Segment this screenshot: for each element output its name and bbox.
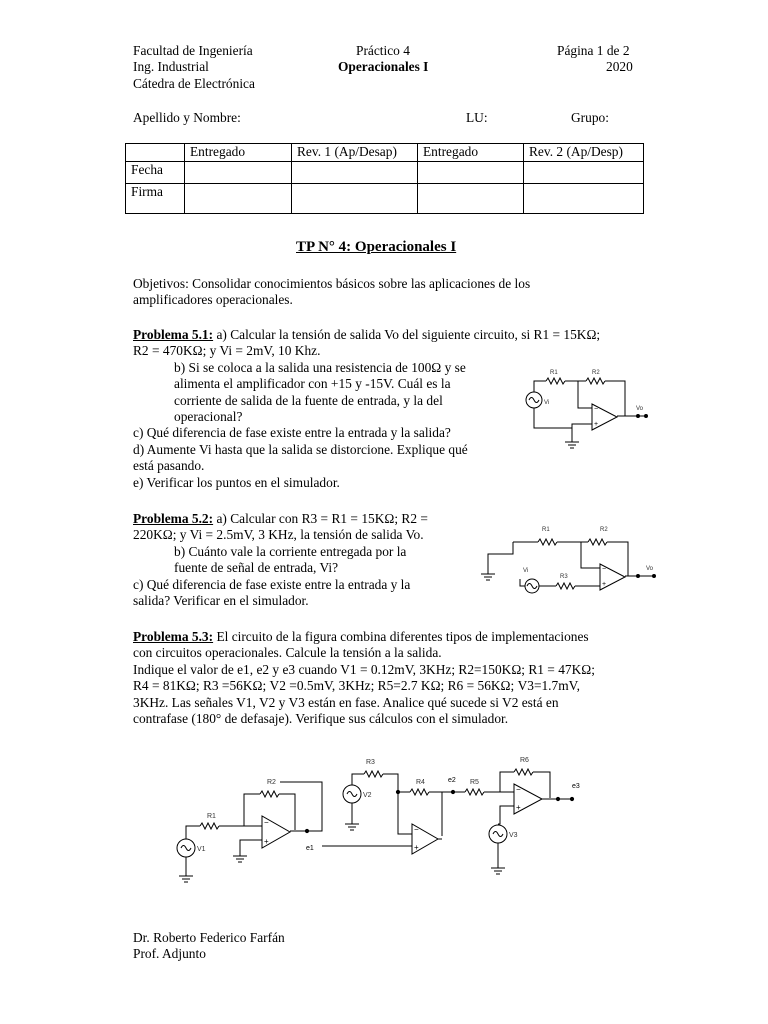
table-header-cell: Entregado (418, 144, 524, 162)
table-cell[interactable] (418, 184, 524, 214)
ground-icon (179, 876, 193, 882)
label-r3: R3 (366, 759, 375, 766)
name-label: Apellido y Nombre: (133, 110, 241, 125)
problem-text: R4 = 81KΩ; R3 =56KΩ; V2 =0.5mV, 3KHz; R5=2.7 KΩ; R6 = 56KΩ; V3=1.7mV, (133, 678, 580, 694)
table-cell[interactable] (185, 162, 292, 184)
group-label: Grupo: (571, 110, 609, 125)
circuit-5-2-diagram (476, 520, 660, 604)
problem-text: 3KHz. Las señales V1, V2 y V3 están en fase. Analice qué sucede si V2 está en (133, 694, 559, 710)
problem-label: Problema 5.2: (133, 511, 214, 526)
problem-text: con circuitos operacionales. Calcule la tensión a la salida. (133, 645, 442, 661)
label-r4: R4 (416, 779, 425, 786)
problem-text: c) Qué diferencia de fase existe entre la entrada y la salida? (133, 425, 451, 441)
resistor-r3 (556, 583, 575, 589)
table-cell[interactable] (524, 162, 644, 184)
revision-table (125, 143, 644, 214)
label-r3: R3 (560, 574, 568, 580)
problem-text: fuente de señal de entrada, Vi? (174, 560, 339, 576)
table-row (126, 184, 644, 214)
label-r6: R6 (520, 757, 529, 764)
label-r2: R2 (600, 527, 608, 533)
problem-text: a) Calcular con R3 = R1 = 15KΩ; R2 = (213, 511, 428, 526)
resistor-r1 (546, 378, 565, 384)
label-v1: V1 (197, 846, 206, 853)
row-label-fecha: Fecha (126, 162, 185, 184)
problem-5-3 (133, 629, 595, 727)
author-name: Dr. Roberto Federico Farfán (133, 930, 285, 945)
ground-icon (491, 868, 505, 874)
problem-text: R2 = 470KΩ; y Vi = 2mV, 10 Khz. (133, 343, 321, 359)
problem-label: Problema 5.1: (133, 327, 214, 342)
source-v3-icon (489, 825, 507, 843)
problem-text: b) Si se coloca a la salida una resistencia de 100Ω y se (174, 359, 466, 375)
svg-text:−: − (594, 406, 599, 413)
label-e1: e1 (306, 845, 314, 852)
resistor-r2 (260, 791, 279, 797)
resistor-r1 (538, 539, 557, 545)
label-vo: Vo (636, 406, 644, 412)
table-row (126, 162, 644, 184)
problem-text: Indique el valor de e1, e2 y e3 cuando V1 = 0.12mV, 3KHz; R2=150KΩ; R1 = 47KΩ; (133, 661, 595, 677)
faculty-name: Facultad de Ingeniería (133, 43, 253, 58)
label-vo: Vo (646, 566, 654, 572)
svg-text:−: − (414, 825, 419, 834)
label-r1: R1 (550, 370, 558, 376)
label-v3: V3 (509, 832, 518, 839)
problem-text: d) Aumente Vi hasta que la salida se distorcione. Explique qué (133, 441, 468, 457)
problem-text: c) Qué diferencia de fase existe entre la entrada y la (133, 576, 411, 592)
problem-text: e) Verificar los puntos en el simulador. (133, 474, 340, 490)
label-e2: e2 (448, 777, 456, 784)
author-role: Prof. Adjunto (133, 946, 206, 961)
source-v1-icon (177, 839, 195, 857)
label-r1: R1 (207, 813, 216, 820)
objectives-line: Objetivos: Consolidar conocimientos básicos sobre las aplicaciones de los (133, 276, 531, 291)
svg-text:+: + (602, 581, 607, 588)
page-number: Página 1 de 2 (557, 43, 630, 58)
table-header-cell: Rev. 1 (Ap/Desap) (292, 144, 418, 162)
table-header-cell: Rev. 2 (Ap/Desp) (524, 144, 644, 162)
problem-text: operacional? (174, 409, 243, 425)
table-cell[interactable] (418, 162, 524, 184)
table-cell[interactable] (292, 162, 418, 184)
table-header-row (126, 144, 644, 162)
circuit-5-3-diagram (170, 752, 590, 888)
resistor-r6 (514, 769, 533, 775)
year: 2020 (606, 59, 633, 74)
problem-text: corriente de salida de la fuente de entrada, y la del (174, 392, 443, 408)
practice-topic: Operacionales I (338, 59, 429, 74)
lu-label: LU: (466, 110, 488, 125)
problem-text: contrafase (180° de defasaje). Verifique sus cálculos con el simulador. (133, 711, 509, 727)
problem-text: El circuito de la figura combina diferentes tipos de implementaciones (213, 629, 589, 644)
resistor-r1 (200, 823, 219, 829)
ground-icon (345, 824, 359, 830)
ground-icon (565, 442, 579, 448)
label-e3: e3 (572, 783, 580, 790)
problem-text: salida? Verificar en el simulador. (133, 593, 309, 609)
objectives (133, 276, 530, 309)
svg-text:−: − (264, 818, 269, 827)
label-vi: Vi (544, 400, 550, 406)
label-v2: V2 (363, 792, 372, 799)
svg-text:+: + (594, 421, 599, 428)
problem-label: Problema 5.3: (133, 629, 214, 644)
label-r5: R5 (470, 779, 479, 786)
resistor-r5 (465, 789, 484, 795)
row-label-firma: Firma (126, 184, 185, 214)
label-r1: R1 (542, 527, 550, 533)
source-vi-icon (526, 392, 542, 408)
svg-text:+: + (516, 803, 521, 812)
career-name: Ing. Industrial (133, 59, 209, 74)
table-cell[interactable] (185, 184, 292, 214)
svg-text:+: + (414, 843, 419, 852)
chair-name: Cátedra de Electrónica (133, 76, 255, 91)
problem-text: 220KΩ; y Vi = 2.5mV, 3 KHz, la tensión de salida Vo. (133, 527, 424, 543)
objectives-line: amplificadores operacionales. (133, 292, 293, 308)
practice-number: Práctico 4 (356, 43, 410, 58)
document-title: TP N° 4: Operacionales I (296, 239, 457, 255)
circuit-5-1-diagram (514, 364, 660, 456)
problem-text: está pasando. (133, 458, 205, 474)
resistor-r2 (588, 539, 607, 545)
resistor-r4 (410, 789, 429, 795)
resistor-r2 (586, 378, 605, 384)
table-header-cell (126, 144, 185, 162)
problem-text: alimenta el amplificador con +15 y -15V. Cuál es la (174, 376, 451, 392)
problem-5-2 (133, 511, 428, 609)
ground-icon (481, 574, 495, 580)
table-header-cell: Entregado (185, 144, 292, 162)
svg-text:−: − (516, 785, 521, 794)
table-cell[interactable] (524, 184, 644, 214)
ground-icon (233, 856, 247, 862)
source-v2-icon (343, 785, 361, 803)
svg-text:−: − (602, 566, 607, 573)
source-vi-icon (525, 579, 539, 593)
resistor-r3 (364, 771, 383, 777)
label-r2: R2 (267, 779, 276, 786)
problem-text: b) Cuánto vale la corriente entregada por la (174, 543, 407, 559)
table-cell[interactable] (292, 184, 418, 214)
svg-text:+: + (264, 837, 269, 846)
problem-text: a) Calcular la tensión de salida Vo del siguiente circuito, si R1 = 15KΩ; (213, 327, 601, 342)
label-r2: R2 (592, 370, 600, 376)
label-vi: Vi (523, 568, 529, 574)
